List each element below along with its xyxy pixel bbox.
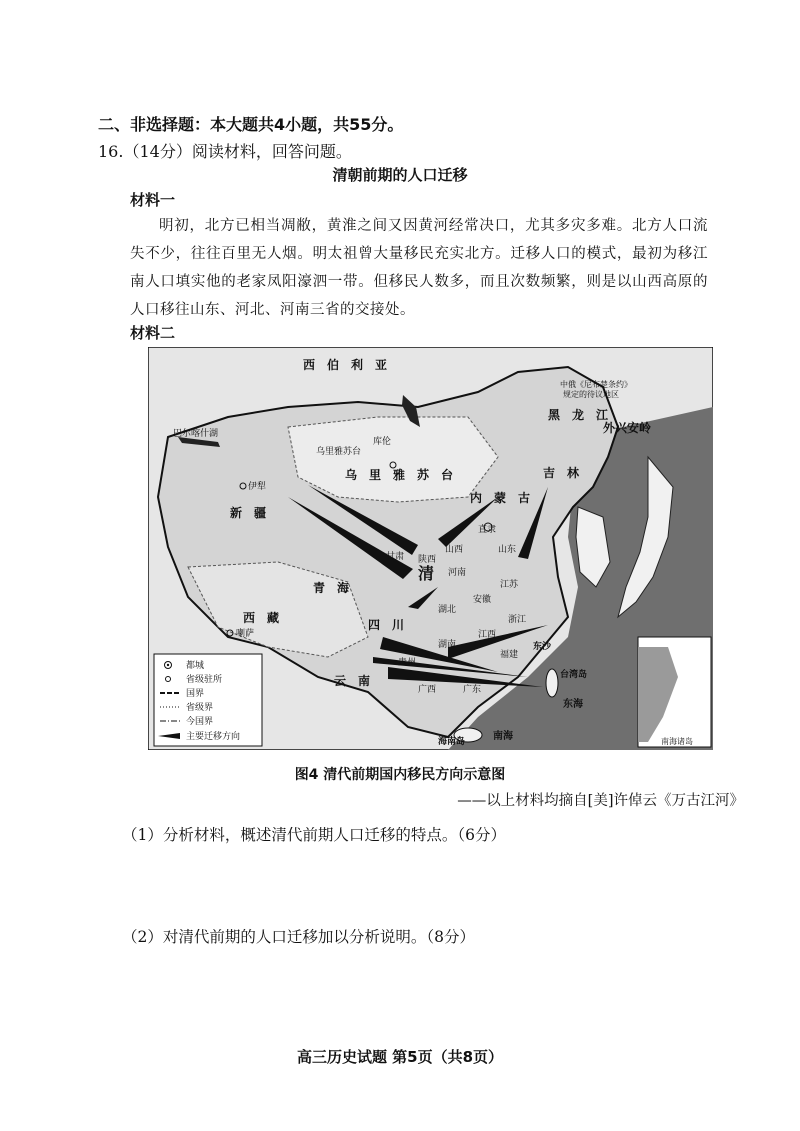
legend-national-border: 国界	[186, 689, 205, 699]
map-legend	[154, 654, 262, 746]
label-shaanxi: 陕西	[418, 555, 437, 565]
page-footer: 高三历史试题 第5页（共8页）	[296, 1048, 504, 1066]
label-shanxi: 山西	[445, 545, 464, 555]
label-shandong: 山东	[498, 545, 517, 555]
label-city-kulun: 库伦	[373, 437, 392, 447]
label-hunan: 湖南	[438, 640, 457, 650]
label-guizhou: 贵州	[398, 658, 417, 668]
label-waixinganling: 外兴安岭	[603, 421, 652, 435]
legend-modern-border: 今国界	[186, 717, 214, 727]
label-city-ili: 伊犁	[248, 482, 267, 492]
label-guangdong: 广东	[463, 685, 482, 695]
label-balkhash: 巴尔喀什湖	[173, 429, 219, 439]
sub-question-1: （1）分析材料，概述清代前期人口迁移的特点。（6分）	[122, 826, 506, 844]
label-xinjiang: 新 疆	[230, 506, 267, 520]
label-neimeng: 内 蒙 古	[470, 491, 531, 505]
label-donghai: 东海	[563, 699, 583, 710]
question-points: （14分）	[123, 142, 192, 161]
material-one-text: 明初，北方已相当凋敝，黄淮之间又因黄河经常决口，尤其多灾多难。北方人口流失不少，往往百里无人烟。明太祖曾大量移民充实北方。迁移人口的模式，最初为移江南人口填实他的老家凤阳濠泗一带。但移民人数多，而且次数频繁，则是以山西高原的人口移往山东、河北、河南三省的交接处。	[130, 218, 708, 318]
label-zhili: 直隶	[478, 525, 497, 535]
label-zhejiang: 浙江	[508, 615, 527, 625]
label-qing: 清	[418, 564, 435, 583]
label-tibet: 西 藏	[243, 611, 280, 625]
label-siberia: 西 伯 利 亚	[303, 358, 388, 372]
material-two-label: 材料二	[130, 324, 176, 342]
legend-capital: 都城	[186, 661, 205, 671]
label-hainan: 海南岛	[438, 737, 466, 747]
label-yunnan: 云 南	[334, 674, 371, 688]
label-jiangxi: 江西	[478, 630, 497, 640]
material-source: ——以上材料均摘自[美]许倬云《万古江河》	[457, 793, 744, 809]
label-fujian: 福建	[500, 650, 519, 660]
label-city-lhasa: 喇萨	[236, 629, 255, 639]
label-jilin: 吉 林	[543, 466, 580, 480]
label-sichuan: 四 川	[368, 618, 405, 632]
legend-seat: 省级驻所	[186, 675, 223, 685]
treaty-note-2: 规定的待议地区	[563, 390, 619, 399]
question-16-header	[98, 139, 352, 162]
label-anhui: 安徽	[473, 595, 492, 605]
section-header: 二、非选择题：本大题共4小题，共55分。	[98, 115, 404, 134]
legend-provincial-border: 省级界	[186, 703, 214, 713]
taiwan-island	[546, 669, 558, 697]
label-city-uliastai: 乌里雅苏台	[316, 447, 362, 457]
migration-map	[148, 347, 713, 750]
label-hubei: 湖北	[438, 605, 457, 615]
sub-question-2: （2）对清代前期的人口迁移加以分析说明。（8分）	[122, 928, 475, 946]
label-nanhai: 南海	[493, 731, 513, 742]
label-taiwan: 台湾岛	[560, 670, 588, 680]
figure-caption: 图4 清代前期国内移民方向示意图	[294, 767, 506, 783]
legend-migration: 主要迁移方向	[186, 732, 241, 742]
question-number: 16.	[98, 142, 124, 161]
label-dongsha: 东沙	[533, 642, 552, 652]
question-instruction: 阅读材料，回答问题。	[191, 142, 352, 161]
label-mongolia: 乌 里 雅 苏 台	[345, 468, 454, 482]
label-heilongjiang: 黑 龙 江	[548, 408, 609, 422]
label-jiangsu: 江苏	[500, 580, 519, 590]
label-guangxi: 广西	[418, 685, 437, 695]
south-sea-inset	[638, 637, 711, 747]
passage-title: 清朝前期的人口迁移	[332, 166, 468, 184]
material-one-label: 材料一	[130, 191, 176, 209]
label-gansu: 甘肃	[386, 552, 405, 562]
label-henan: 河南	[448, 568, 467, 578]
treaty-note-1: 中俄《尼布楚条约》	[560, 380, 632, 389]
label-qinghai: 青 海	[313, 581, 350, 595]
inset-label: 南海诸岛	[661, 737, 693, 746]
